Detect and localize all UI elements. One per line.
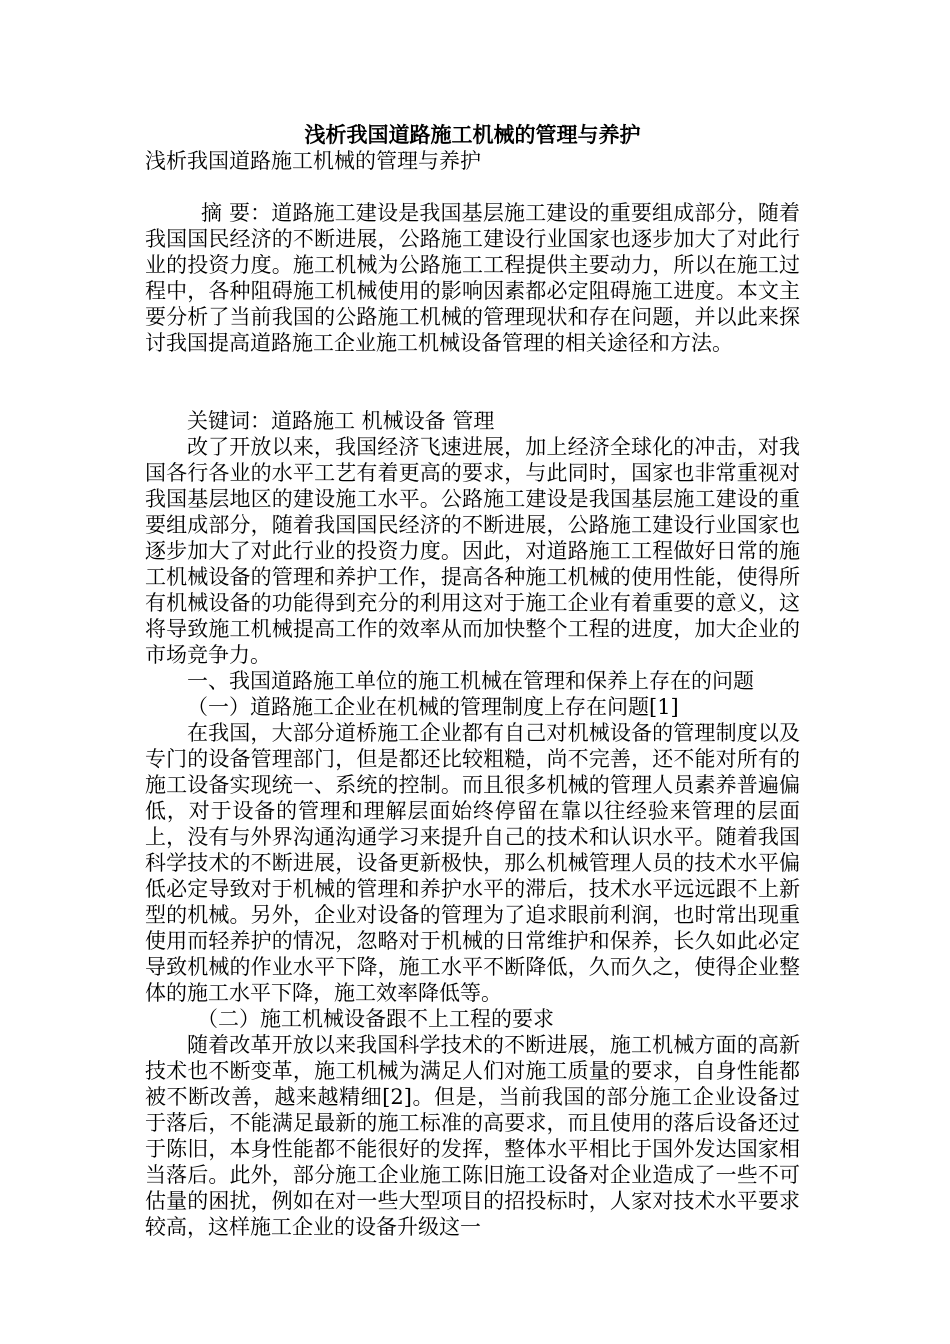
section-heading-1: 一、我国道路施工单位的施工机械在管理和保养上存在的问题 xyxy=(187,669,754,693)
abstract-paragraph: 摘 要：道路施工建设是我国基层施工建设的重要组成部分，随着我国国民经济的不断进展，公路施工建设行业国家也逐步加大了对此行业的投资力度。施工机械为公路施工工程提供主要动力，所以在施工过程中，各种阻碍施工机械使用的影响因素都必定阻碍施工进度。本文主要分析了当前我国的公路施工机械的管理现状和存在问题，并以此来探讨我国提高道路施工企业施工机械设备管理的相关途径和方法。 xyxy=(145,201,800,355)
document-body xyxy=(145,122,800,1240)
subsection-heading-1-1: （一）道路施工企业在机械的管理制度上存在问题[1] xyxy=(187,695,679,719)
document-subtitle: 浅析我国道路施工机械的管理与养护 xyxy=(145,149,481,173)
intro-paragraph: 改了开放以来，我国经济飞速进展，加上经济全球化的冲击，对我国各行各业的水平工艺有着更高的要求，与此同时，国家也非常重视对我国基层地区的建设施工水平。公路施工建设是我国基层施工建设的重要组成部分，随着我国国民经济的不断进展，公路施工建设行业国家也逐步加大了对此行业的投资力度。因此，对道路施工工程做好日常的施工机械设备的管理和养护工作，提高各种施工机械的使用性能，使得所有机械设备的功能得到充分的利用这对于施工企业有着重要的意义，这将导致施工机械提高工作的效率从而加快整个工程的进度，加大企业的市场竞争力。 xyxy=(145,435,800,667)
blank-line xyxy=(145,174,800,200)
document-title: 浅析我国道路施工机械的管理与养护 xyxy=(304,122,641,147)
subsection-heading-1-2: （二）施工机械设备跟不上工程的要求 xyxy=(197,1007,554,1031)
body-paragraph-1-1: 在我国，大部分道桥施工企业都有自己对机械设备的管理制度以及专门的设备管理部门，但是都还比较粗糙，尚不完善，还不能对所有的施工设备实现统一、系统的控制。而且很多机械的管理人员素养普遍偏低，对于设备的管理和理解层面始终停留在靠以往经验来管理的层面上，没有与外界沟通沟通学习来提升自己的技术和认识水平。随着我国科学技术的不断进展，设备更新极快，那么机械管理人员的技术水平偏低必定导致对于机械的管理和养护水平的滞后，技术水平远远跟不上新型的机械。另外，企业对设备的管理为了追求眼前利润，也时常出现重使用而轻养护的情况，忽略对于机械的日常维护和保养，长久如此必定导致机械的作业水平下降，施工水平不断降低，久而久之，使得企业整体的施工水平下降，施工效率降低等。 xyxy=(145,721,800,1005)
blank-line xyxy=(145,356,800,408)
body-paragraph-1-2: 随着改革开放以来我国科学技术的不断进展，施工机械方面的高新技术也不断变革，施工机械为满足人们对施工质量的要求，自身性能都被不断改善，越来越精细[2]。但是，当前我国的部分施工企业设备过于落后，不能满足最新的施工标准的高要求，而且使用的落后设备还过于陈旧，本身性能都不能很好的发挥，整体水平相比于国外发达国家相当落后。此外，部分施工企业施工陈旧施工设备对企业造成了一些不可估量的困扰，例如在对一些大型项目的招投标时，人家对技术水平要求较高，这样施工企业的设备升级这一 xyxy=(145,1033,800,1239)
keywords-line: 关键词：道路施工 机械设备 管理 xyxy=(187,409,495,433)
